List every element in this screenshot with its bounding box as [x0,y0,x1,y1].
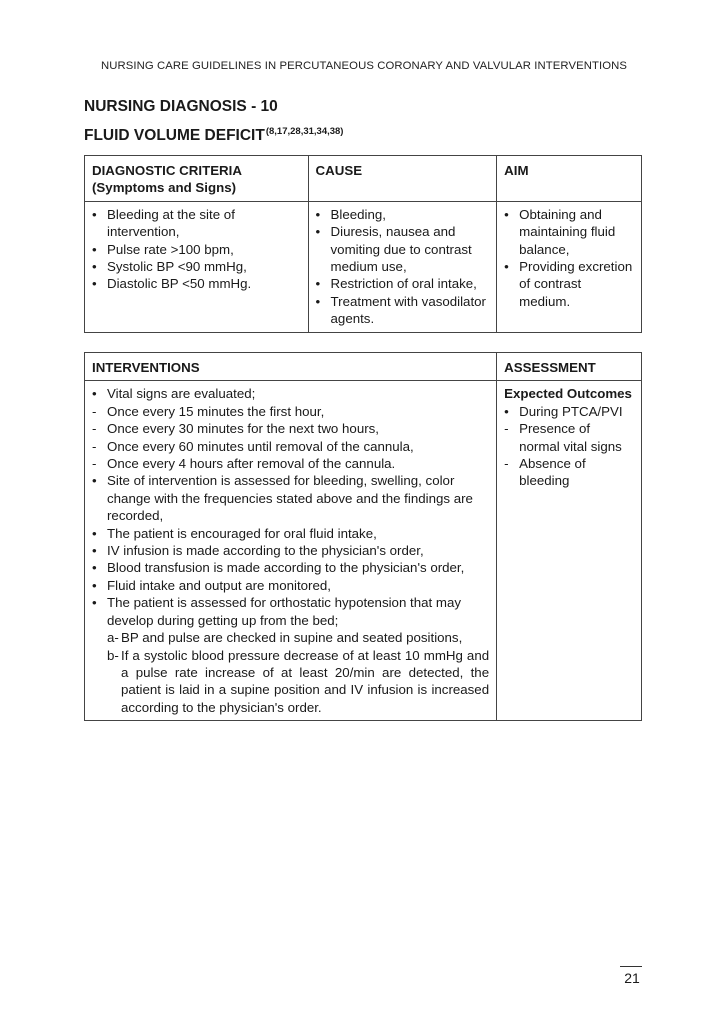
running-header: NURSING CARE GUIDELINES IN PERCUTANEOUS CORONARY AND VALVULAR INTERVENTIONS [100,60,627,72]
interventions-header: INTERVENTIONS [85,353,497,381]
diagnosis-title: NURSING DIAGNOSIS - 10 [84,98,278,115]
expected-outcomes-title: Expected Outcomes [504,386,632,402]
criteria-header-line1: DIAGNOSTIC CRITERIA [92,163,242,178]
intervention-text: Vital signs are evaluated; [107,386,256,402]
interventions-table [84,352,642,721]
list-item: • Site of intervention is assessed for bleeding, swelling, color change with the frequencies stated above and the findings are recorded, [92,473,473,524]
intervention-text: Once every 30 minutes for the next two hours, [107,421,379,437]
list-item: • The patient is assessed for orthostatic hypotension that may develop during getting up from the bed; a- BP and pulse are checked in supine and seated positions, b- If a systolic blood pressure decrease of at least 10 mmHg and a pulse rate increase of at least 20/min are detected, the patient is laid in a supine position and IV infusion is increased according to the physician's order. [92,595,490,715]
aim-text: Obtaining and maintaining fluid balance, [519,206,616,257]
criteria-header [85,156,309,202]
sub-item-b: b- If a systolic blood pressure decrease of at least 10 mmHg and a pulse rate increase of at least 20/min are detected, the patient is laid in a supine position and IV infusion is increased according to the physician's order. [107,647,490,715]
list-item: • Blood transfusion is made according to the physician's order, [92,560,465,576]
list-item: • Restriction of oral intake, [315,276,477,292]
intervention-text: The patient is encouraged for oral fluid intake, [107,525,377,541]
cause-text: Treatment with vasodilator agents. [330,293,486,327]
list-item: - Once every 15 minutes the first hour, [92,403,325,419]
list-item: • During PTCA/PVI [504,403,623,419]
list-item: - Once every 4 hours after removal of the cannula. [92,456,396,472]
assessment-header: ASSESSMENT [497,353,642,381]
deficit-title [84,126,343,145]
list-item: - Presence of normal vital signs [504,421,622,454]
criteria-cell [85,201,309,332]
cause-text: Restriction of oral intake, [330,276,477,292]
list-item: - Once every 30 minutes for the next two hours, [92,421,379,437]
intervention-text: The patient is assessed for orthostatic hypotension that may develop during getting up from the bed; [107,595,462,628]
reference-superscript: (8,17,28,31,34,38) [265,126,344,137]
list-item: • Pulse rate >100 bpm, [92,241,234,257]
list-item: • Obtaining and maintaining fluid balance, [504,206,616,257]
aim-text: Providing excretion of contrast medium. [519,259,633,309]
cause-text: Bleeding, [330,206,386,222]
list-item: • Fluid intake and output are monitored, [92,577,331,593]
sub-item-a-text: BP and pulse are checked in supine and seated positions, [121,630,463,646]
criteria-text: Bleeding at the site of intervention, [107,206,235,240]
intervention-text: Once every 15 minutes the first hour, [107,403,325,419]
assessment-cell [497,381,642,721]
list-item: • The patient is encouraged for oral fluid intake, [92,525,377,541]
list-item: • Diastolic BP <50 mmHg. [92,276,252,292]
criteria-text: Systolic BP <90 mmHg, [107,259,247,275]
diagnosis-table [84,155,642,333]
list-item: • Bleeding, [315,206,386,222]
outcome-text: Presence of normal vital signs [519,421,622,454]
list-item: • IV infusion is made according to the physician's order, [92,543,424,559]
criteria-header-line2: (Symptoms and Signs) [92,180,237,196]
list-item: • Diuresis, nausea and vomiting due to contrast medium use, [315,224,472,275]
intervention-text: Blood transfusion is made according to the physician's order, [107,560,465,576]
cause-text: Diuresis, nausea and vomiting due to contrast medium use, [330,224,472,275]
aim-header: AIM [497,156,642,202]
list-item: • Bleeding at the site of intervention, [92,206,235,240]
list-item: • Vital signs are evaluated; [92,386,256,402]
list-item: • Providing excretion of contrast medium. [504,259,633,309]
list-item: - Once every 60 minutes until removal of the cannula, [92,438,414,454]
outcome-text: Absence of bleeding [519,456,586,489]
sub-item-b-text: If a systolic blood pressure decrease of at least 10 mmHg and a pulse rate increase of at least 20/min are detected, the patient is laid in a supine position and IV infusion is increased according to the physician's order. [121,647,490,715]
sub-item-a: a- BP and pulse are checked in supine and seated positions, [107,630,463,646]
cause-cell [308,201,497,332]
intervention-text: IV infusion is made according to the physician's order, [107,543,424,559]
deficit-label: FLUID VOLUME DEFICIT [84,127,265,144]
criteria-text: Diastolic BP <50 mmHg. [107,276,252,292]
intervention-text: Once every 60 minutes until removal of the cannula, [107,438,414,454]
list-item: • Treatment with vasodilator agents. [315,293,486,327]
page-number-rule [620,966,642,967]
criteria-text: Pulse rate >100 bpm, [107,241,234,257]
list-item: - Absence of bleeding [504,456,586,489]
aim-cell [497,201,642,332]
interventions-cell [85,381,497,721]
list-item: • Systolic BP <90 mmHg, [92,259,247,275]
intervention-text: Site of intervention is assessed for bleeding, swelling, color change with the frequencies stated above and the findings are recorded, [107,473,473,524]
intervention-text: Fluid intake and output are monitored, [107,577,331,593]
intervention-text: Once every 4 hours after removal of the cannula. [107,456,396,472]
page-number: 21 [624,970,640,986]
outcome-text: During PTCA/PVI [519,403,623,419]
cause-header: CAUSE [308,156,497,202]
